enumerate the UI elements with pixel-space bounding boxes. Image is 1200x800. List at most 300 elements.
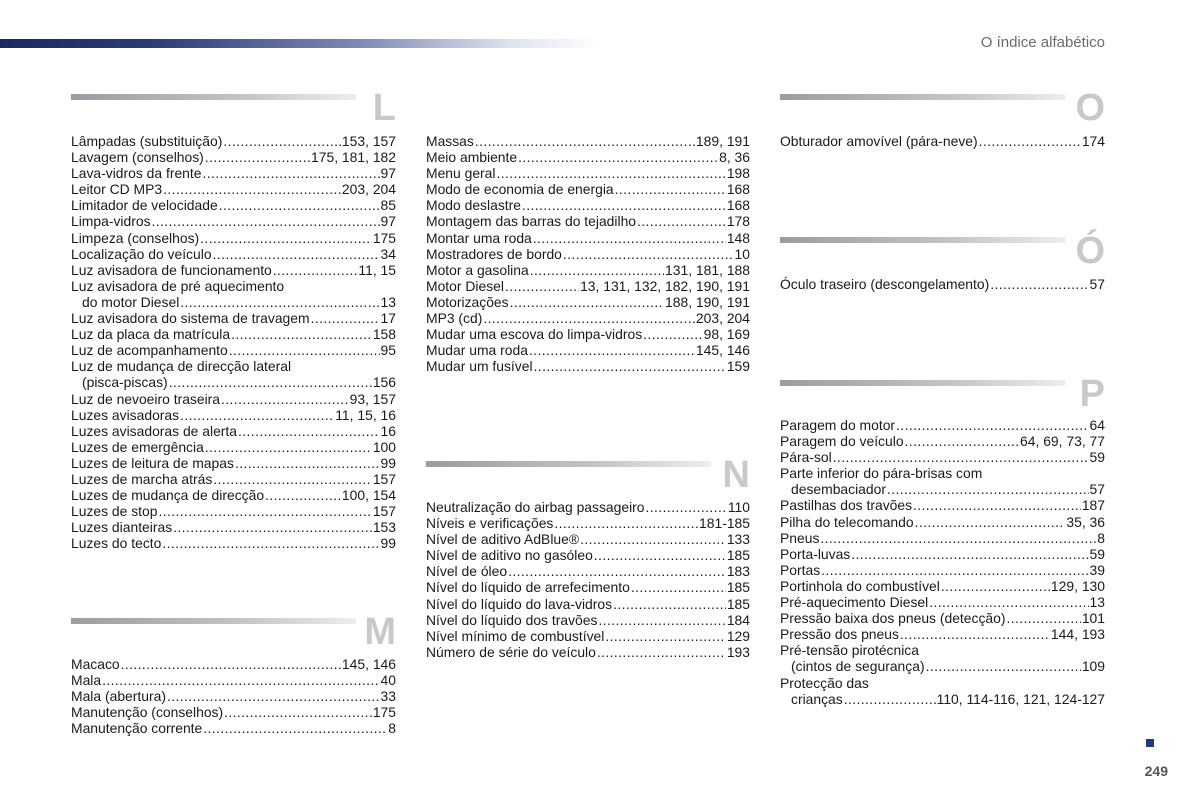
entry-term: Mudar uma roda (426, 342, 528, 359)
entry-pages: 98, 169 (703, 326, 750, 343)
index-entry (426, 230, 750, 246)
index-entry (71, 165, 396, 181)
section-o (780, 88, 1105, 158)
section-divider-bar (780, 380, 1065, 386)
entry-term: Meio ambiente (426, 149, 518, 166)
dot-leader (529, 342, 695, 358)
index-entry (780, 658, 1105, 674)
page-header-title: O índice alfabético (980, 34, 1105, 51)
dot-leader (497, 165, 726, 181)
dot-leader (180, 294, 379, 310)
dot-leader (510, 294, 664, 310)
dot-leader (900, 626, 1050, 642)
index-entry (426, 181, 750, 197)
dot-leader (518, 149, 718, 165)
section-letter: L (372, 87, 396, 129)
entry-term: Luz avisadora de pré aquecimento (71, 277, 285, 294)
header-color-bar (0, 39, 600, 48)
entry-pages: 168 (726, 181, 750, 198)
entry-pages: 188, 190, 191 (665, 293, 750, 310)
entry-pages: 181-185 (699, 515, 750, 532)
entry-pages: 175, 181, 182 (311, 149, 396, 166)
entry-pages: 158 (372, 326, 396, 343)
index-entry (426, 499, 750, 515)
dot-leader (508, 563, 726, 579)
entry-term: Lava-vidros da frente (71, 165, 202, 182)
index-entry (426, 515, 750, 531)
entry-term: Nível de óleo (426, 563, 508, 580)
dot-leader (887, 481, 1089, 497)
index-entry (780, 610, 1105, 626)
index-entries (71, 133, 396, 551)
entry-pages: 157 (372, 503, 396, 520)
dot-leader (475, 133, 695, 149)
index-entry (780, 133, 1105, 149)
entry-pages: 99 (380, 454, 396, 471)
section-l (71, 88, 396, 558)
index-entry (71, 503, 396, 519)
entry-pages: 11, 15 (358, 261, 396, 278)
entry-pages: 185 (726, 547, 750, 564)
entry-pages: 11, 15, 16 (335, 406, 396, 423)
entry-term: Óculo traseiro (descongelamento) (780, 276, 990, 292)
dot-leader (121, 656, 341, 672)
entry-pages: 198 (726, 165, 750, 182)
index-entries (71, 656, 396, 736)
entry-pages: 13 (380, 293, 396, 310)
dot-leader (554, 515, 698, 531)
index-entry (71, 213, 396, 229)
entry-pages: 64 (1089, 417, 1105, 433)
dot-leader (180, 407, 334, 423)
index-entry (71, 471, 396, 487)
dot-leader (505, 278, 579, 294)
entry-term: Portas (780, 561, 821, 578)
entry-term: Lâmpadas (substituição) (71, 133, 223, 149)
dot-leader (646, 499, 727, 515)
index-entries (426, 499, 750, 660)
entry-term: Mala (71, 672, 102, 689)
dot-leader (896, 417, 1089, 433)
section-divider-bar (71, 618, 356, 624)
entry-term: Luz de mudança de direcção lateral (71, 358, 292, 375)
entry-term: (pisca-piscas) (82, 374, 168, 391)
entry-pages: 133 (726, 531, 750, 548)
index-entry (780, 465, 1105, 481)
entry-term: Nível mínimo de combustível (426, 627, 605, 644)
entry-pages: 145, 146 (341, 656, 396, 672)
entry-pages: 110, 114-116, 121, 124-127 (936, 690, 1105, 707)
entry-pages: 175 (372, 229, 396, 246)
entry-term: Nível do líquido do lava-vidros (426, 595, 613, 612)
index-entry (426, 547, 750, 563)
entry-pages: 157 (372, 470, 396, 487)
entry-pages: 203, 204 (341, 181, 396, 198)
section-divider-bar (780, 94, 1065, 100)
entry-term: Pressão baixa dos pneus (detecção) (780, 610, 1006, 627)
section-letter: O (1075, 87, 1105, 129)
entry-pages: 8 (1097, 529, 1105, 546)
entry-term: Luz da placa da matrícula (71, 326, 231, 343)
dot-leader (167, 688, 380, 704)
dot-leader (643, 326, 702, 342)
dot-leader (224, 704, 372, 720)
dot-leader (213, 246, 380, 262)
entry-pages: 184 (726, 611, 750, 628)
entry-pages: 39 (1089, 561, 1105, 578)
dot-leader (219, 197, 380, 213)
entry-pages: 193 (726, 643, 750, 660)
index-entry (426, 358, 750, 374)
dot-leader (311, 310, 380, 326)
index-entry (426, 326, 750, 342)
index-entry (780, 530, 1105, 546)
dot-leader (990, 276, 1088, 292)
dot-leader (637, 213, 726, 229)
entry-term: MP3 (cd) (426, 310, 483, 327)
index-entry (426, 612, 750, 628)
dot-leader (844, 691, 936, 707)
entry-term: Pré-aquecimento Diesel (780, 594, 929, 611)
entry-term: Lavagem (conselhos) (71, 149, 204, 166)
dot-leader (605, 628, 725, 644)
index-entry (71, 149, 396, 165)
index-entry (426, 197, 750, 213)
entry-term: Montar uma roda (426, 229, 532, 246)
index-entry (780, 594, 1105, 610)
entry-pages: 187 (1081, 497, 1105, 514)
entry-term: Luzes de emergência (71, 438, 204, 455)
section-letter: N (722, 454, 750, 496)
dot-leader (200, 230, 372, 246)
index-entry (71, 358, 396, 374)
section-m (71, 612, 396, 742)
entry-term: Mudar um fusível (426, 358, 533, 375)
entry-term: do motor Diesel (82, 293, 180, 310)
entry-term: Limitador de velocidade (71, 197, 218, 214)
entry-term: Nível do líquido de arrefecimento (426, 579, 630, 596)
entry-term: Luzes dianteiras (71, 519, 173, 536)
index-entry (426, 149, 750, 165)
entry-term: Mostradores de bordo (426, 245, 562, 262)
index-entry (780, 626, 1105, 642)
index-entry (71, 455, 396, 471)
entry-term: Leitor CD MP3 (71, 181, 163, 198)
index-entry (71, 487, 396, 503)
page-number: 249 (1144, 763, 1168, 779)
index-entry (71, 391, 396, 407)
entry-term: Motorizações (426, 293, 509, 310)
index-entry (71, 278, 396, 294)
index-entry (71, 181, 396, 197)
index-entry (71, 133, 396, 149)
entry-pages: 159 (726, 358, 750, 375)
entry-term: Motor a gasolina (426, 261, 529, 278)
entry-pages: 129 (726, 627, 750, 644)
entry-pages: 40 (380, 672, 396, 689)
entry-pages: 131, 181, 188 (665, 261, 750, 278)
entry-pages: 64, 69, 73, 77 (1020, 433, 1105, 450)
dot-leader (941, 578, 1050, 594)
entry-pages: 34 (380, 245, 396, 262)
entry-pages: 185 (726, 595, 750, 612)
dot-leader (563, 246, 734, 262)
entry-pages: 57 (1089, 481, 1105, 498)
entry-pages: 99 (380, 535, 396, 552)
entry-term: Macaco (71, 656, 120, 672)
section-divider-bar (426, 461, 711, 467)
index-entry (426, 213, 750, 229)
entry-term: Luzes avisadoras de alerta (71, 422, 238, 439)
index-entry (426, 531, 750, 547)
dot-leader (483, 310, 695, 326)
index-entries (780, 276, 1105, 292)
dot-leader (905, 433, 1019, 449)
dot-leader (203, 720, 387, 736)
entry-term: Modo deslastre (426, 197, 521, 214)
index-entry (780, 481, 1105, 497)
entry-pages: 8, 36 (719, 149, 750, 166)
entry-term: Neutralização do airbag passageiro (426, 499, 645, 515)
entry-pages: 13, 131, 132, 182, 190, 191 (580, 277, 750, 294)
index-entry (71, 246, 396, 262)
index-entry (71, 688, 396, 704)
entry-term: Luz avisadora do sistema de travagem (71, 310, 310, 327)
dot-leader (533, 230, 726, 246)
index-entry (71, 704, 396, 720)
entry-term: Níveis e verificações (426, 515, 554, 532)
dot-leader (615, 181, 726, 197)
dot-leader (580, 531, 726, 547)
section-letter: M (364, 611, 396, 653)
entry-pages: 100 (372, 438, 396, 455)
index-entry (71, 672, 396, 688)
dot-leader (613, 596, 726, 612)
entry-term: Motor Diesel (426, 277, 504, 294)
entry-pages: 148 (726, 229, 750, 246)
index-entry (71, 407, 396, 423)
index-entry (71, 656, 396, 672)
page-marker-square (1146, 739, 1154, 747)
index-entry (780, 497, 1105, 513)
dot-leader (929, 594, 1088, 610)
entry-pages: 93, 157 (349, 390, 396, 407)
dot-leader (597, 644, 726, 660)
entry-term: Pré-tensão pirotécnica (780, 642, 919, 659)
dot-leader (598, 612, 725, 628)
dot-leader (159, 503, 372, 519)
section-letter: P (1079, 373, 1105, 415)
dot-leader (851, 546, 1088, 562)
dot-leader (238, 423, 380, 439)
entry-pages: 57 (1089, 276, 1105, 292)
dot-leader (833, 449, 1089, 465)
section-divider-bar (780, 237, 1065, 243)
entry-pages: 153, 157 (341, 133, 396, 149)
dot-leader (235, 455, 380, 471)
dot-leader (221, 391, 349, 407)
dot-leader (821, 562, 1088, 578)
index-entry (780, 276, 1105, 292)
index-entry (780, 578, 1105, 594)
entry-term: Paragem do veículo (780, 433, 904, 450)
dot-leader (152, 213, 380, 229)
index-entry (71, 326, 396, 342)
entry-pages: 33 (380, 688, 396, 705)
dot-leader (273, 262, 358, 278)
index-entry (780, 546, 1105, 562)
entry-term: Luzes avisadoras (71, 406, 180, 423)
entry-term: Montagem das barras do tejadilho (426, 213, 637, 230)
index-entry (780, 675, 1105, 691)
entry-pages: 175 (372, 704, 396, 721)
entry-term: Nível de aditivo AdBlue® (426, 531, 580, 548)
entry-pages: 156 (372, 374, 396, 391)
dot-leader (530, 262, 664, 278)
index-entry (426, 165, 750, 181)
index-entry (780, 449, 1105, 465)
index-entry (426, 294, 750, 310)
dot-leader (205, 439, 372, 455)
dot-leader (594, 547, 726, 563)
index-entries (780, 417, 1105, 707)
entry-term: Mudar uma escova do limpa-vidros (426, 326, 643, 343)
index-entry (426, 563, 750, 579)
dot-leader (213, 471, 372, 487)
index-entries (780, 133, 1105, 149)
dot-leader (231, 326, 372, 342)
index-entry (426, 644, 750, 660)
index-entry (71, 197, 396, 213)
entry-term: Luzes de stop (71, 503, 158, 520)
entry-term: Parte inferior do pára-brisas com (780, 465, 983, 482)
index-entry (426, 628, 750, 644)
index-entry (426, 596, 750, 612)
entry-pages: 16 (380, 422, 396, 439)
dot-leader (926, 658, 1081, 674)
entry-pages: 168 (726, 197, 750, 214)
entry-term: Portinhola do combustível (780, 577, 940, 594)
entry-term: Limpeza (conselhos) (71, 229, 200, 246)
index-entry (71, 342, 396, 358)
entry-pages: 189, 191 (695, 133, 750, 149)
entry-pages: 85 (380, 197, 396, 214)
index-entry (426, 579, 750, 595)
entry-term: Luz de acompanhamento (71, 342, 228, 359)
index-entry (71, 374, 396, 390)
entry-pages: 95 (380, 342, 396, 359)
section-divider-bar (71, 94, 356, 100)
entry-pages: 174 (1081, 133, 1105, 149)
dot-leader (205, 149, 310, 165)
entry-pages: 153 (372, 519, 396, 536)
entry-term: Pilha do telecomando (780, 513, 914, 530)
dot-leader (1006, 610, 1080, 626)
section-letter: Ó (1075, 230, 1105, 272)
dot-leader (915, 514, 1066, 530)
dot-leader (979, 133, 1081, 149)
section-m-continued (426, 133, 750, 383)
entry-pages: 100, 154 (341, 487, 396, 504)
entry-pages: 203, 204 (695, 310, 750, 327)
dot-leader (173, 519, 372, 535)
entry-term: Porta-luvas (780, 545, 851, 562)
entry-term: Pressão dos pneus (780, 626, 899, 643)
index-entry (71, 519, 396, 535)
index-entry (780, 562, 1105, 578)
entry-term: crianças (791, 690, 843, 707)
index-entry (426, 246, 750, 262)
dot-leader (913, 497, 1081, 513)
section-n (426, 455, 750, 665)
entry-pages: 183 (726, 563, 750, 580)
entry-term: Nível do líquido dos travões (426, 611, 598, 628)
entry-term: Pastilhas dos travões (780, 497, 913, 514)
entry-pages: 97 (380, 213, 396, 230)
entry-term: Limpa-vidros (71, 213, 151, 230)
entry-term: Luz de nevoeiro traseira (71, 390, 221, 407)
entry-term: Luzes de leitura de mapas (71, 454, 234, 471)
dot-leader (820, 530, 1096, 546)
index-entry (426, 342, 750, 358)
dot-leader (162, 535, 379, 551)
entry-term: Paragem do motor (780, 417, 896, 433)
entry-pages: 185 (726, 579, 750, 596)
dot-leader (169, 374, 372, 390)
dot-leader (223, 133, 341, 149)
dot-leader (229, 342, 380, 358)
entry-pages: 8 (388, 720, 396, 737)
entry-pages: 59 (1089, 545, 1105, 562)
entry-pages: 129, 130 (1050, 577, 1105, 594)
entry-pages: 10 (734, 245, 750, 262)
entry-pages: 144, 193 (1050, 626, 1105, 643)
index-entry (780, 433, 1105, 449)
entry-pages: 110 (727, 499, 750, 515)
section-p (780, 374, 1105, 714)
index-entry (426, 262, 750, 278)
entry-pages: 97 (380, 165, 396, 182)
entry-pages: 101 (1081, 610, 1105, 627)
entry-pages: 13 (1089, 594, 1105, 611)
entry-term: Número de série do veículo (426, 643, 596, 660)
index-entry (780, 417, 1105, 433)
entry-term: Nível de aditivo no gasóleo (426, 547, 593, 564)
entry-term: Pára-sol (780, 449, 832, 466)
entry-term: Obturador amovível (pára-neve) (780, 133, 978, 149)
entry-term: Pneus (780, 529, 820, 546)
entry-pages: 109 (1081, 658, 1105, 675)
index-entry (71, 262, 396, 278)
index-entry (71, 535, 396, 551)
entry-pages: 59 (1089, 449, 1105, 466)
dot-leader (203, 165, 380, 181)
entry-term: Menu geral (426, 165, 496, 182)
index-entry (780, 642, 1105, 658)
index-entry (426, 310, 750, 326)
index-entry (71, 423, 396, 439)
dot-leader (534, 358, 726, 374)
entry-term: Modo de economia de energia (426, 181, 614, 198)
dot-leader (522, 197, 726, 213)
entry-term: Mala (abertura) (71, 688, 166, 705)
entry-term: Massas (426, 133, 474, 149)
entry-term: Manutenção (conselhos) (71, 704, 224, 721)
entry-term: Protecção das (780, 674, 869, 691)
index-entry (71, 294, 396, 310)
entry-term: Manutenção corrente (71, 720, 203, 737)
index-entry (71, 439, 396, 455)
